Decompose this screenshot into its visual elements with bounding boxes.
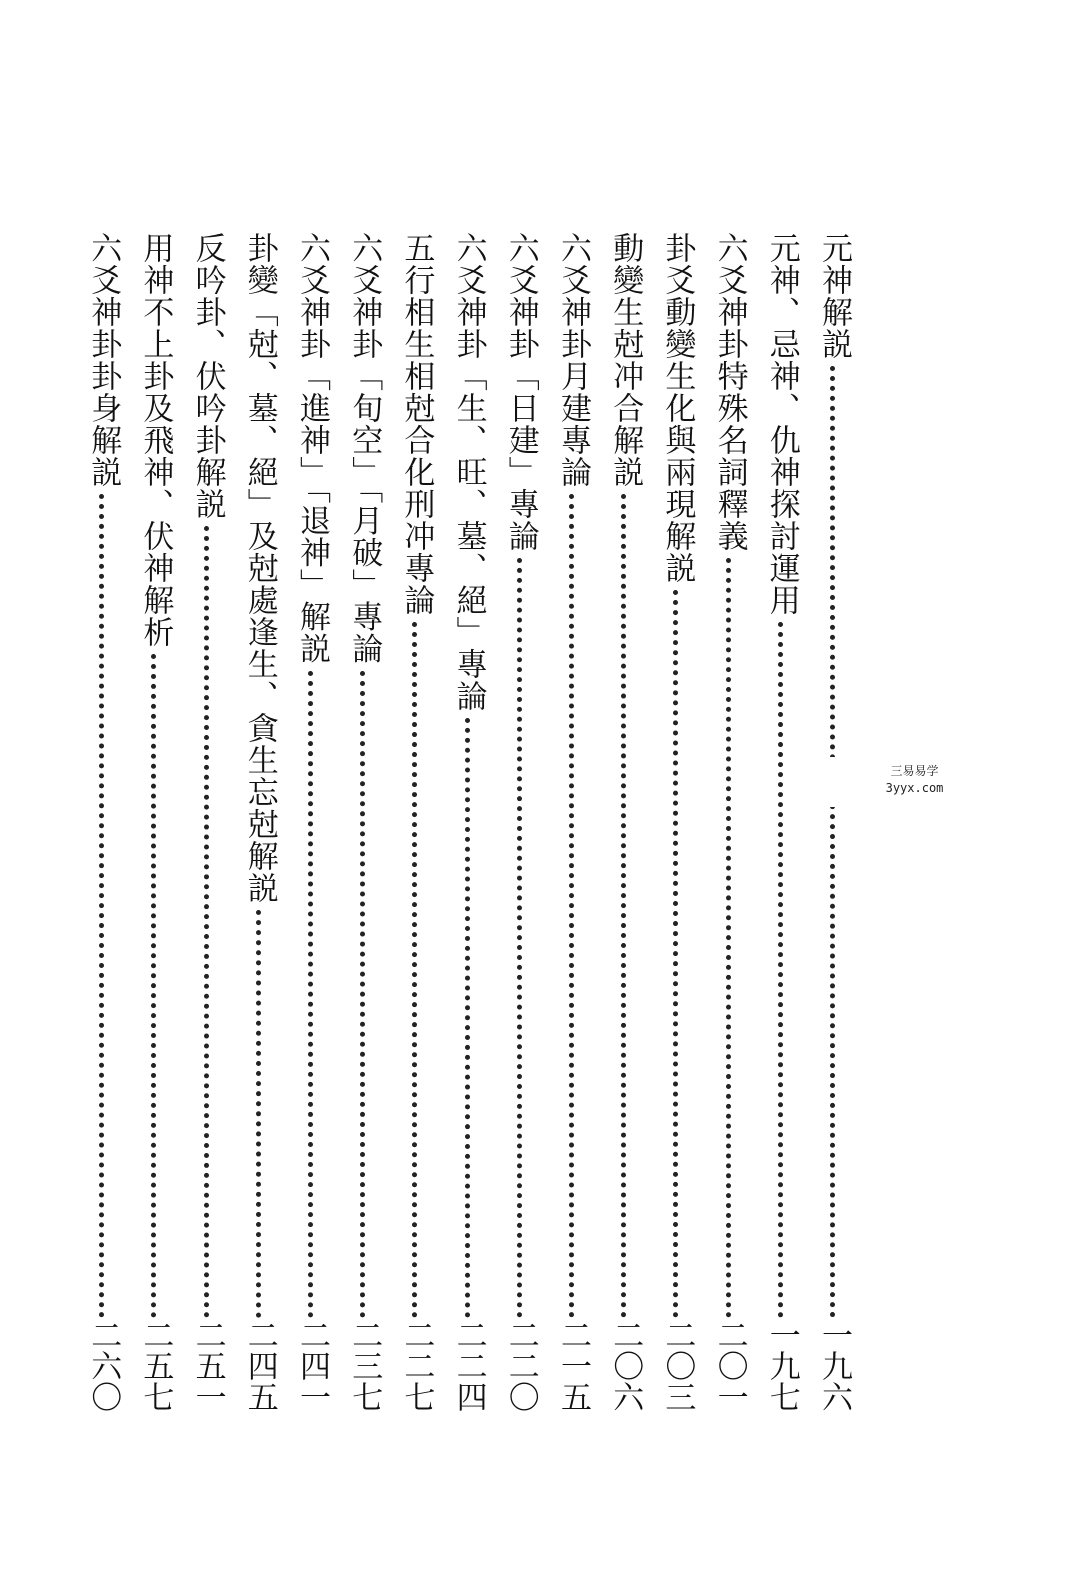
toc-entry-page: 二〇三 [659, 1319, 696, 1412]
toc-leader-dots [778, 622, 783, 1318]
toc-entry-title: 六爻神卦特殊名詞釋義 [711, 232, 748, 552]
toc-entry-title: 動變生尅冲合解説 [607, 232, 644, 488]
toc-entry-page: 二四五 [241, 1319, 278, 1412]
toc-entry [760, 232, 804, 1412]
watermark [822, 757, 1007, 807]
toc-entry-page: 二二四 [450, 1319, 487, 1412]
toc-entry-title: 六爻神卦卦身解説 [85, 232, 122, 488]
toc-entry-page: 二〇一 [711, 1319, 748, 1412]
toc-leader-dots [99, 494, 104, 1318]
toc-leader-dots [517, 558, 522, 1318]
toc-leader-dots [151, 654, 156, 1318]
toc-entry-title: 六爻神卦「生、旺、墓、絕」專論 [450, 232, 487, 712]
toc-entry-title: 卦變「尅、墓、絕」及尅處逢生、貪生忘尅解説 [241, 232, 278, 904]
toc-leader-dots [308, 671, 313, 1318]
toc-entry-title: 用神不上卦及飛神、伏神解析 [137, 232, 174, 648]
toc-leader-dots [569, 494, 574, 1318]
toc-leader-dots [204, 526, 209, 1318]
toc-entry [290, 232, 334, 1412]
watermark-line-1: 三易易学 [890, 764, 939, 778]
toc-entry-page: 二六〇 [85, 1319, 122, 1412]
toc-entry-title: 元神解説 [816, 232, 852, 360]
toc-entry-title: 六爻神卦「旬空」「月破」專論 [346, 232, 383, 665]
toc-entry-title: 六爻神卦「進神」「退神」解説 [294, 232, 330, 665]
toc-entry [603, 232, 647, 1412]
toc-entry [186, 232, 230, 1412]
toc-entry [133, 232, 177, 1412]
toc-entry-title: 六爻神卦月建專論 [555, 232, 591, 488]
toc-entry [394, 232, 438, 1412]
toc-entry [708, 232, 752, 1412]
watermark-line-2: 3yyx.com [885, 781, 944, 795]
toc-leader-dots [256, 910, 261, 1318]
toc-entry [342, 232, 386, 1412]
toc-entry [447, 232, 491, 1412]
toc-entry-title: 卦爻動變生化與兩現解説 [659, 232, 696, 584]
toc-entry [551, 232, 595, 1412]
toc-leader-dots [465, 718, 470, 1318]
toc-leader-dots [830, 366, 835, 1318]
toc-entry-title: 五行相生相尅合化刑冲專論 [398, 232, 435, 616]
toc-leader-dots [360, 671, 365, 1318]
toc-entry-title: 六爻神卦「日建」專論 [502, 232, 539, 552]
toc-entry [238, 232, 282, 1412]
toc-entry-title: 元神、忌神、仇神探討運用 [763, 232, 800, 616]
toc-entry-page: 一九七 [763, 1319, 800, 1412]
toc-entry-page: 二〇六 [607, 1319, 644, 1412]
toc-entry-page: 二二七 [398, 1319, 435, 1412]
toc-entry [499, 232, 543, 1412]
toc-leader-dots [412, 622, 417, 1318]
toc-leader-dots [673, 590, 678, 1318]
toc-entry [655, 232, 699, 1412]
toc-entry [812, 232, 856, 1412]
toc-entry-page: 二五一 [189, 1319, 226, 1412]
toc-entry-page: 二二〇 [502, 1319, 539, 1412]
toc-entry-page: 二五七 [137, 1319, 174, 1412]
toc-entry-page: 二三七 [346, 1319, 383, 1412]
toc-entry-page: 一九六 [816, 1319, 852, 1412]
toc-entry [81, 232, 125, 1412]
toc-entry-page: 二一五 [555, 1319, 591, 1412]
toc-entry-page: 二四一 [294, 1319, 330, 1412]
toc-leader-dots [726, 558, 731, 1318]
toc-leader-dots [621, 494, 626, 1318]
toc-entry-title: 反吟卦、伏吟卦解説 [189, 232, 226, 520]
